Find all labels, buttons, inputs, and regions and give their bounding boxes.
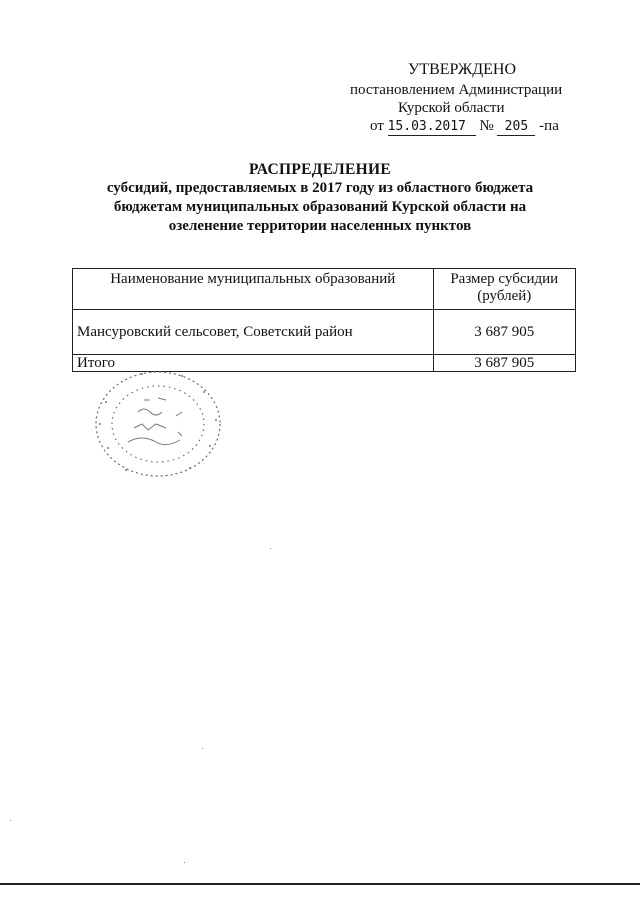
approval-number: 205 (497, 119, 535, 136)
document-title-block (60, 160, 580, 236)
document-title: РАСПРЕДЕЛЕНИЕ (249, 161, 391, 178)
scan-speck (270, 548, 271, 549)
from-label: от (370, 118, 384, 134)
scan-speck (184, 862, 185, 863)
title-line-1: субсидий, предоставляемых в 2017 году из областного бюджета (106, 180, 534, 196)
title-line-2: бюджетам муниципальных образований Курской области на (113, 199, 527, 215)
total-label: Итого (73, 355, 434, 372)
approval-date: 15.03.2017 (388, 119, 476, 136)
scan-speck (10, 820, 11, 821)
header-municipality: Наименование муниципальных образований (73, 269, 434, 310)
approval-line-region: Курской области (398, 100, 505, 116)
title-line-3: озеленение территории населенных пунктов (168, 218, 472, 234)
cell-municipality-name: Мансуровский сельсовет, Советский район (73, 310, 434, 355)
approval-line-date-number (370, 116, 559, 136)
number-label: № (479, 118, 494, 134)
bottom-edge-rule (0, 883, 640, 885)
scan-speck (202, 748, 203, 749)
subsidy-table (72, 268, 576, 372)
total-amount: 3 687 905 (433, 355, 575, 372)
cell-amount: 3 687 905 (433, 310, 575, 355)
table-row (73, 310, 576, 355)
table-header-row (73, 269, 576, 310)
approval-line-resolution: постановлением Администрации (350, 82, 563, 98)
official-seal-icon (86, 362, 226, 482)
number-suffix: -па (539, 118, 559, 134)
approval-heading: УТВЕРЖДЕНО (408, 61, 517, 78)
header-amount: Размер субсидии (рублей) (433, 269, 575, 310)
